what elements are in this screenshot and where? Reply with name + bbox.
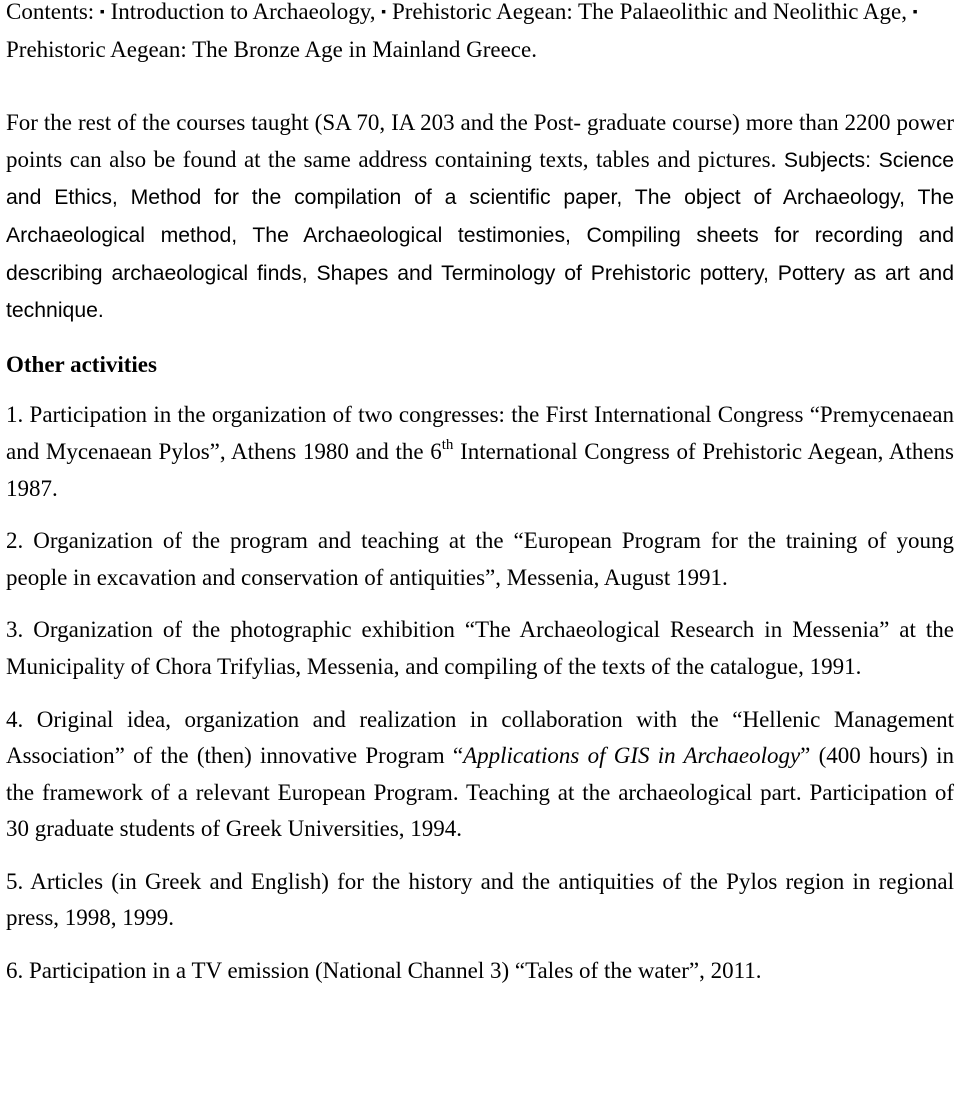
contents-label: Contents: xyxy=(6,0,95,24)
activity-4-text: 4. Original idea, organization and realization in collaboration with the “Hellenic Management Association” of the (then) innovative Program “ xyxy=(6,706,954,769)
activity-item-4 xyxy=(6,702,954,848)
activity-item-6: 6. Participation in a TV emission (National Channel 3) “Tales of the water”, 2011. xyxy=(6,958,762,984)
ordinal-suffix: th xyxy=(441,436,454,453)
activity-1-text: 1. Participation in the organization of two congresses: the First International Congress “Premycenaean and Mycenaean Pylos”, Athens 1980 and the 6 xyxy=(6,402,954,464)
activity-item-1 xyxy=(6,397,954,507)
bullet-icon: ▪ xyxy=(381,5,387,20)
activity-1-text-end: International Congress of Prehistoric Aegean, Athens 1987. xyxy=(6,438,954,501)
section-heading: Other activities xyxy=(6,351,157,377)
activity-item-2: 2. Organization of the program and teaching at the “European Program for the training of young people in excavation and conservation of antiquities”, Messenia, August 1991. xyxy=(6,528,954,590)
contents-entry-2: Prehistoric Aegean: The Palaeolithic and Neolithic Age, xyxy=(391,0,907,24)
contents-entry-1: Introduction to Archaeology, xyxy=(110,0,376,24)
courses-text: For the rest of the courses taught (SA 70, IA 203 and the Post- graduate course) more than 2200 power points can also be found at the same address containing texts, tables and pictures. xyxy=(6,110,954,172)
contents-line xyxy=(6,0,954,68)
activity-item-3: 3. Organization of the photographic exhibition “The Archaeological Research in Messenia” at the Municipality of Chora Trifylias, Messenia, and compiling of the texts of the catalogue, 1991. xyxy=(6,617,954,679)
activity-4-text-end: ” (400 hours) in the framework of a relevant European Program. Teaching at the archaeological part. Participation of 30 graduate students of Greek Universities, 1994. xyxy=(6,743,954,842)
bullet-icon: ▪ xyxy=(99,5,105,20)
bullet-icon: ▪ xyxy=(912,5,918,20)
activity-item-5: 5. Articles (in Greek and English) for the history and the antiquities of the Pylos region in regional press, 1998, 1999. xyxy=(6,868,954,931)
courses-paragraph xyxy=(6,105,954,330)
contents-entry-3: Prehistoric Aegean: The Bronze Age in Mainland Greece. xyxy=(6,36,537,62)
subjects-text: Subjects: Science and Ethics, Method for the compilation of a scientific paper, The object of Archaeology, The Archaeological method, The Archaeological testimonies, Compiling sheets for recording and describing archaeological finds, Shapes and Terminology of Prehistoric pottery, Pottery as art and technique. xyxy=(6,148,954,323)
program-title: Applications of GIS in Archaeology xyxy=(463,743,801,769)
